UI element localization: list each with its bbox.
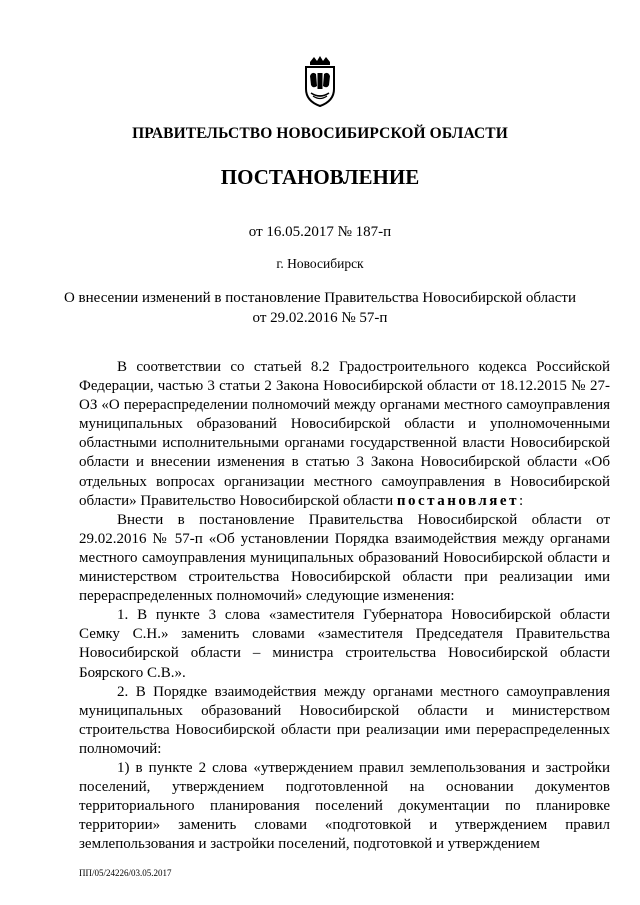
- paragraph-preamble: [79, 358, 610, 511]
- document-body: [79, 358, 610, 854]
- organization-name: ПРАВИТЕЛЬСТВО НОВОСИБИРСКОЙ ОБЛАСТИ: [132, 125, 508, 142]
- coat-of-arms-icon: [300, 56, 340, 108]
- paragraph-item-2: 2. В Порядке взаимодействия между органами местного самоуправления муниципальных образований Новосибирской области и министерством строительства Новосибирской области при реализации ими перераспределенных полномочий:: [79, 683, 610, 757]
- document-city: г. Новосибирск: [276, 256, 364, 271]
- preamble-end: :: [518, 492, 524, 509]
- paragraph-item-1: 1. В пункте 3 слова «заместителя Губернатора Новосибирской области Семку С.Н.» заменить словами «заместителя Председателя Правительства Новосибирской области – министра строительства Новосибирской области Боярского С.В.».: [79, 607, 610, 681]
- preamble-text: В соответствии со статьей 8.2 Градостроительного кодекса Российской Федерации, частью 3 статьи 2 Закона Новосибирской области от 18.12.2015 № 27-ОЗ «О перераспределении полномочий между органами местного самоуправления муниципальных образований Новосибирской области и уполномоченными областными исполнительными органами государственной власти Новосибирской области и внесении изменения в статью 3 Закона Новосибирской области «Об отдельных вопросах организации местного самоуправления в Новосибирской области» Правительство Новосибирской области: [79, 359, 610, 509]
- document-footer-code: ПП/05/24226/03.05.2017: [79, 868, 172, 878]
- document-subject: [50, 288, 590, 328]
- subject-line-2: от 29.02.2016 № 57-п: [252, 310, 388, 326]
- resolution-keyword: постановляет: [396, 492, 519, 509]
- paragraph-subitem-1: 1) в пункте 2 слова «утверждением правил землепользования и застройки поселений, утверждением подготовленной на основании документов территориального планирования поселений документации по планировке территории» заменить словами «подготовкой и утверждением правил землепользования и застройки поселений, подготовкой и утверждением: [79, 759, 610, 853]
- paragraph-amend: Внести в постановление Правительства Новосибирской области от 29.02.2016 № 57-п «Об установлении Порядка взаимодействия между органами местного самоуправления муниципальных образований Новосибирской области и министерством строительства Новосибирской области при реализации ими перераспределенных полномочий» следующие изменения:: [79, 511, 610, 605]
- subject-line-1: О внесении изменений в постановление Правительства Новосибирской области: [63, 290, 577, 306]
- document-date-number: от 16.05.2017 № 187-п: [248, 224, 392, 240]
- document-type: ПОСТАНОВЛЕНИЕ: [220, 165, 420, 189]
